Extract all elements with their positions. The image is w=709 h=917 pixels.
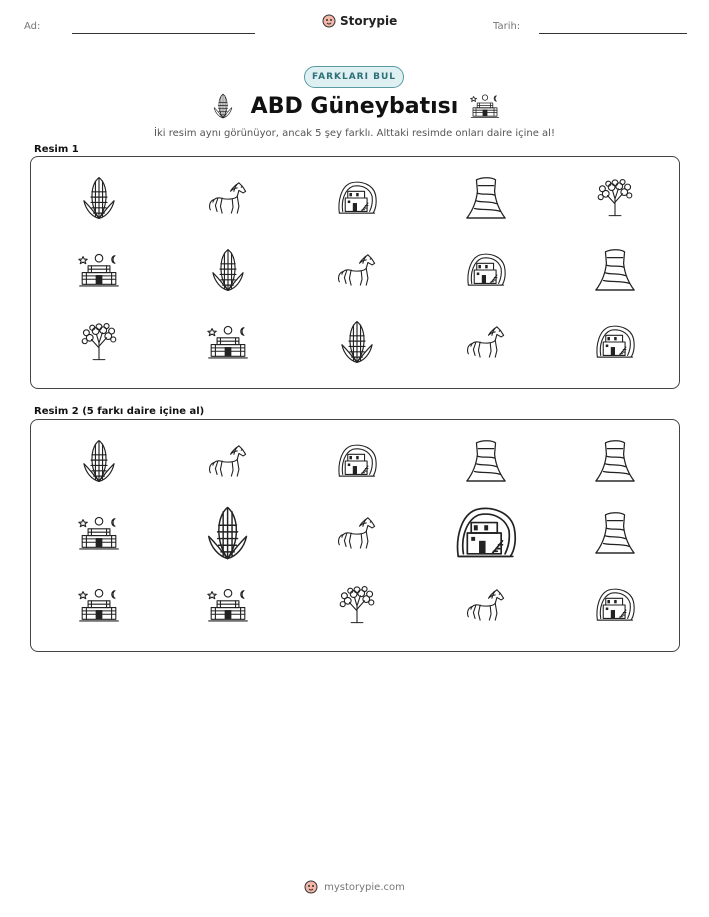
name-line[interactable] (72, 33, 255, 34)
cliff-dwelling-icon[interactable] (307, 430, 407, 492)
storypie-mascot-icon (304, 880, 318, 894)
corn-icon[interactable] (178, 502, 278, 564)
pueblo-icon[interactable] (49, 502, 149, 564)
butte-icon[interactable] (565, 430, 665, 492)
cliff-dwelling-icon (436, 239, 536, 301)
storypie-mascot-icon (322, 14, 336, 28)
cliff-dwelling-icon (565, 311, 665, 373)
cliff-dwelling-icon[interactable] (436, 502, 536, 564)
butte-icon (565, 239, 665, 301)
pueblo-icon (178, 311, 278, 373)
horse-icon[interactable] (436, 574, 536, 636)
butte-icon[interactable] (436, 430, 536, 492)
butte-icon (436, 167, 536, 229)
activity-badge: FARKLARI BUL (304, 66, 404, 88)
horse-icon (178, 167, 278, 229)
picture1-panel (30, 156, 680, 389)
pueblo-icon[interactable] (49, 574, 149, 636)
horse-icon[interactable] (307, 502, 407, 564)
footer-url[interactable]: mystorypie.com (324, 881, 405, 893)
corn-icon[interactable] (49, 430, 149, 492)
corn-icon (178, 239, 278, 301)
tree-icon (565, 167, 665, 229)
tree-icon (49, 311, 149, 373)
brand-logo (322, 14, 397, 28)
horse-icon[interactable] (178, 430, 278, 492)
horse-icon (436, 311, 536, 373)
corn-icon (49, 167, 149, 229)
cliff-dwelling-icon (307, 167, 407, 229)
footer (0, 880, 709, 894)
corn-icon (307, 311, 407, 373)
instructions: İki resim aynı görünüyor, ancak 5 şey farklı. Alttaki resimde onları daire içine al! (154, 128, 555, 139)
picture2-label: Resim 2 (5 farkı daire içine al) (34, 406, 205, 417)
date-label: Tarih: (493, 21, 521, 32)
brand-name: Storypie (340, 14, 398, 28)
name-label: Ad: (24, 21, 41, 32)
butte-icon[interactable] (565, 502, 665, 564)
pueblo-icon (470, 92, 496, 120)
picture1-label: Resim 1 (34, 144, 79, 155)
tree-icon[interactable] (307, 574, 407, 636)
horse-icon (307, 239, 407, 301)
page-title: ABD Güneybatısı (250, 94, 459, 119)
cliff-dwelling-icon[interactable] (565, 574, 665, 636)
pueblo-icon (49, 239, 149, 301)
date-line[interactable] (539, 33, 687, 34)
picture2-panel[interactable] (30, 419, 680, 652)
pueblo-icon[interactable] (178, 574, 278, 636)
